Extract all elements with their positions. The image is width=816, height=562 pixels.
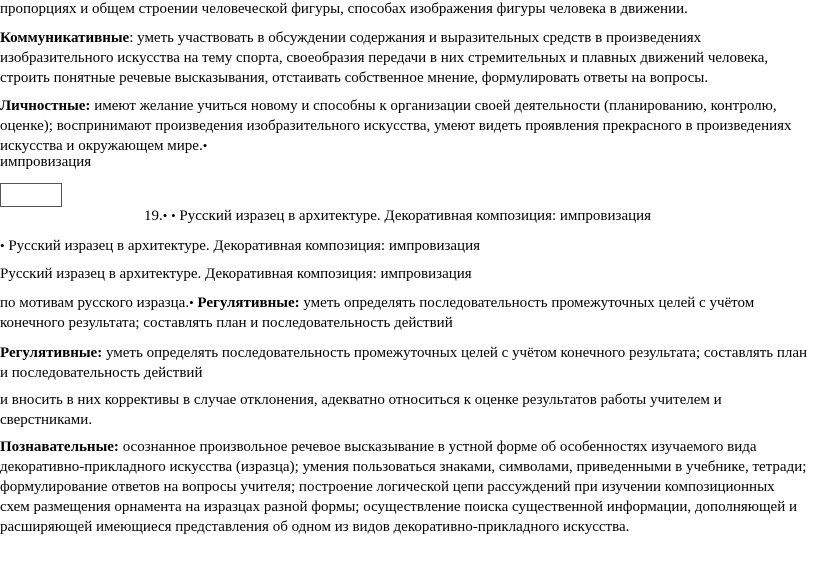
empty-box: [0, 183, 62, 207]
lesson-title: Русский изразец в архитектуре. Декоративная композиция: импровизация: [4, 238, 481, 254]
paragraph-cognitive: [0, 437, 808, 537]
text-motif: по мотивам русского изразца.: [0, 295, 190, 311]
paragraph-motif-regulatory: [0, 293, 808, 333]
paragraph-improvisation: импровизация: [0, 154, 92, 170]
paragraph-regulatory: [0, 343, 808, 383]
paragraph-personal: [0, 96, 808, 156]
paragraph-figure-proportions: пропорциях и общем строении человеческой фигуры, способах изображения фигуры человека в движении.: [0, 1, 688, 17]
text-cognitive: осознанное произвольное речевое высказывание в устной форме об особенностях изучаемого вида декоративно-прикладного искусства (изразца); умения пользоваться знаками, символами, приведенными в учебнике, тетради; формулирование ответов на вопросы учителя; построение логической цепи рассуждений при изучении композиционных схем размещения орнамента на изразцах разной формы; осуществление поиска существенной информации, дополняющей и расширяющей имеющиеся представления об одном из видов декоративно-прикладного искусства.: [0, 439, 807, 535]
label-communicative: Коммуникативные: [0, 30, 130, 46]
bullet-icon: •: [162, 208, 168, 223]
lesson-number: 19.: [144, 208, 163, 224]
lesson-title: Русский изразец в архитектуре. Декоративная композиция: импровизация: [175, 208, 652, 224]
label-regulatory: Регулятивные:: [0, 345, 103, 361]
bullet-icon: •: [0, 238, 5, 253]
bullet-icon: •: [171, 208, 176, 223]
paragraph-lesson-19: [144, 206, 651, 226]
label-personal: Личностные:: [0, 98, 91, 114]
bullet-icon: •: [202, 138, 208, 153]
label-cognitive: Познавательные:: [0, 439, 119, 455]
paragraph-lesson-title: Русский изразец в архитектуре. Декоративная композиция: импровизация: [0, 266, 472, 282]
text-communicative: : уметь участвовать в обсуждении содержания и выразительных средств в произведениях изобразительного искусства на тему спорта, своеобразия передачи в них стремительных и плавных движений человека, строить понятные речевые высказывания, отстаивать собственное мнение, формулировать ответы на вопросы.: [0, 30, 769, 86]
paragraph-communicative: [0, 28, 808, 88]
bullet-icon: •: [189, 295, 194, 310]
text-regulatory: уметь определять последовательность промежуточных целей с учётом конечного результата; составлять план и последовательность действий: [0, 345, 808, 381]
paragraph-lesson-title-bullet: [0, 236, 480, 256]
text-personal: имеют желание учиться новому и способны к организации своей деятельности (планированию, контролю, оценке); воспринимают произведения изобразительного искусства, умеют видеть проявления прекрасного в произведениях искусства и окружающем мире.: [0, 98, 792, 154]
label-regulatory: Регулятивные:: [193, 295, 300, 311]
text-regulatory: уметь определять последовательность промежуточных целей с учётом конечного результата; составлять план и последовательность действий: [0, 295, 755, 331]
paragraph-corrections: и вносить в них коррективы в случае отклонения, адекватно относиться к оценке результатов работы учителем и сверстниками.: [0, 392, 722, 428]
